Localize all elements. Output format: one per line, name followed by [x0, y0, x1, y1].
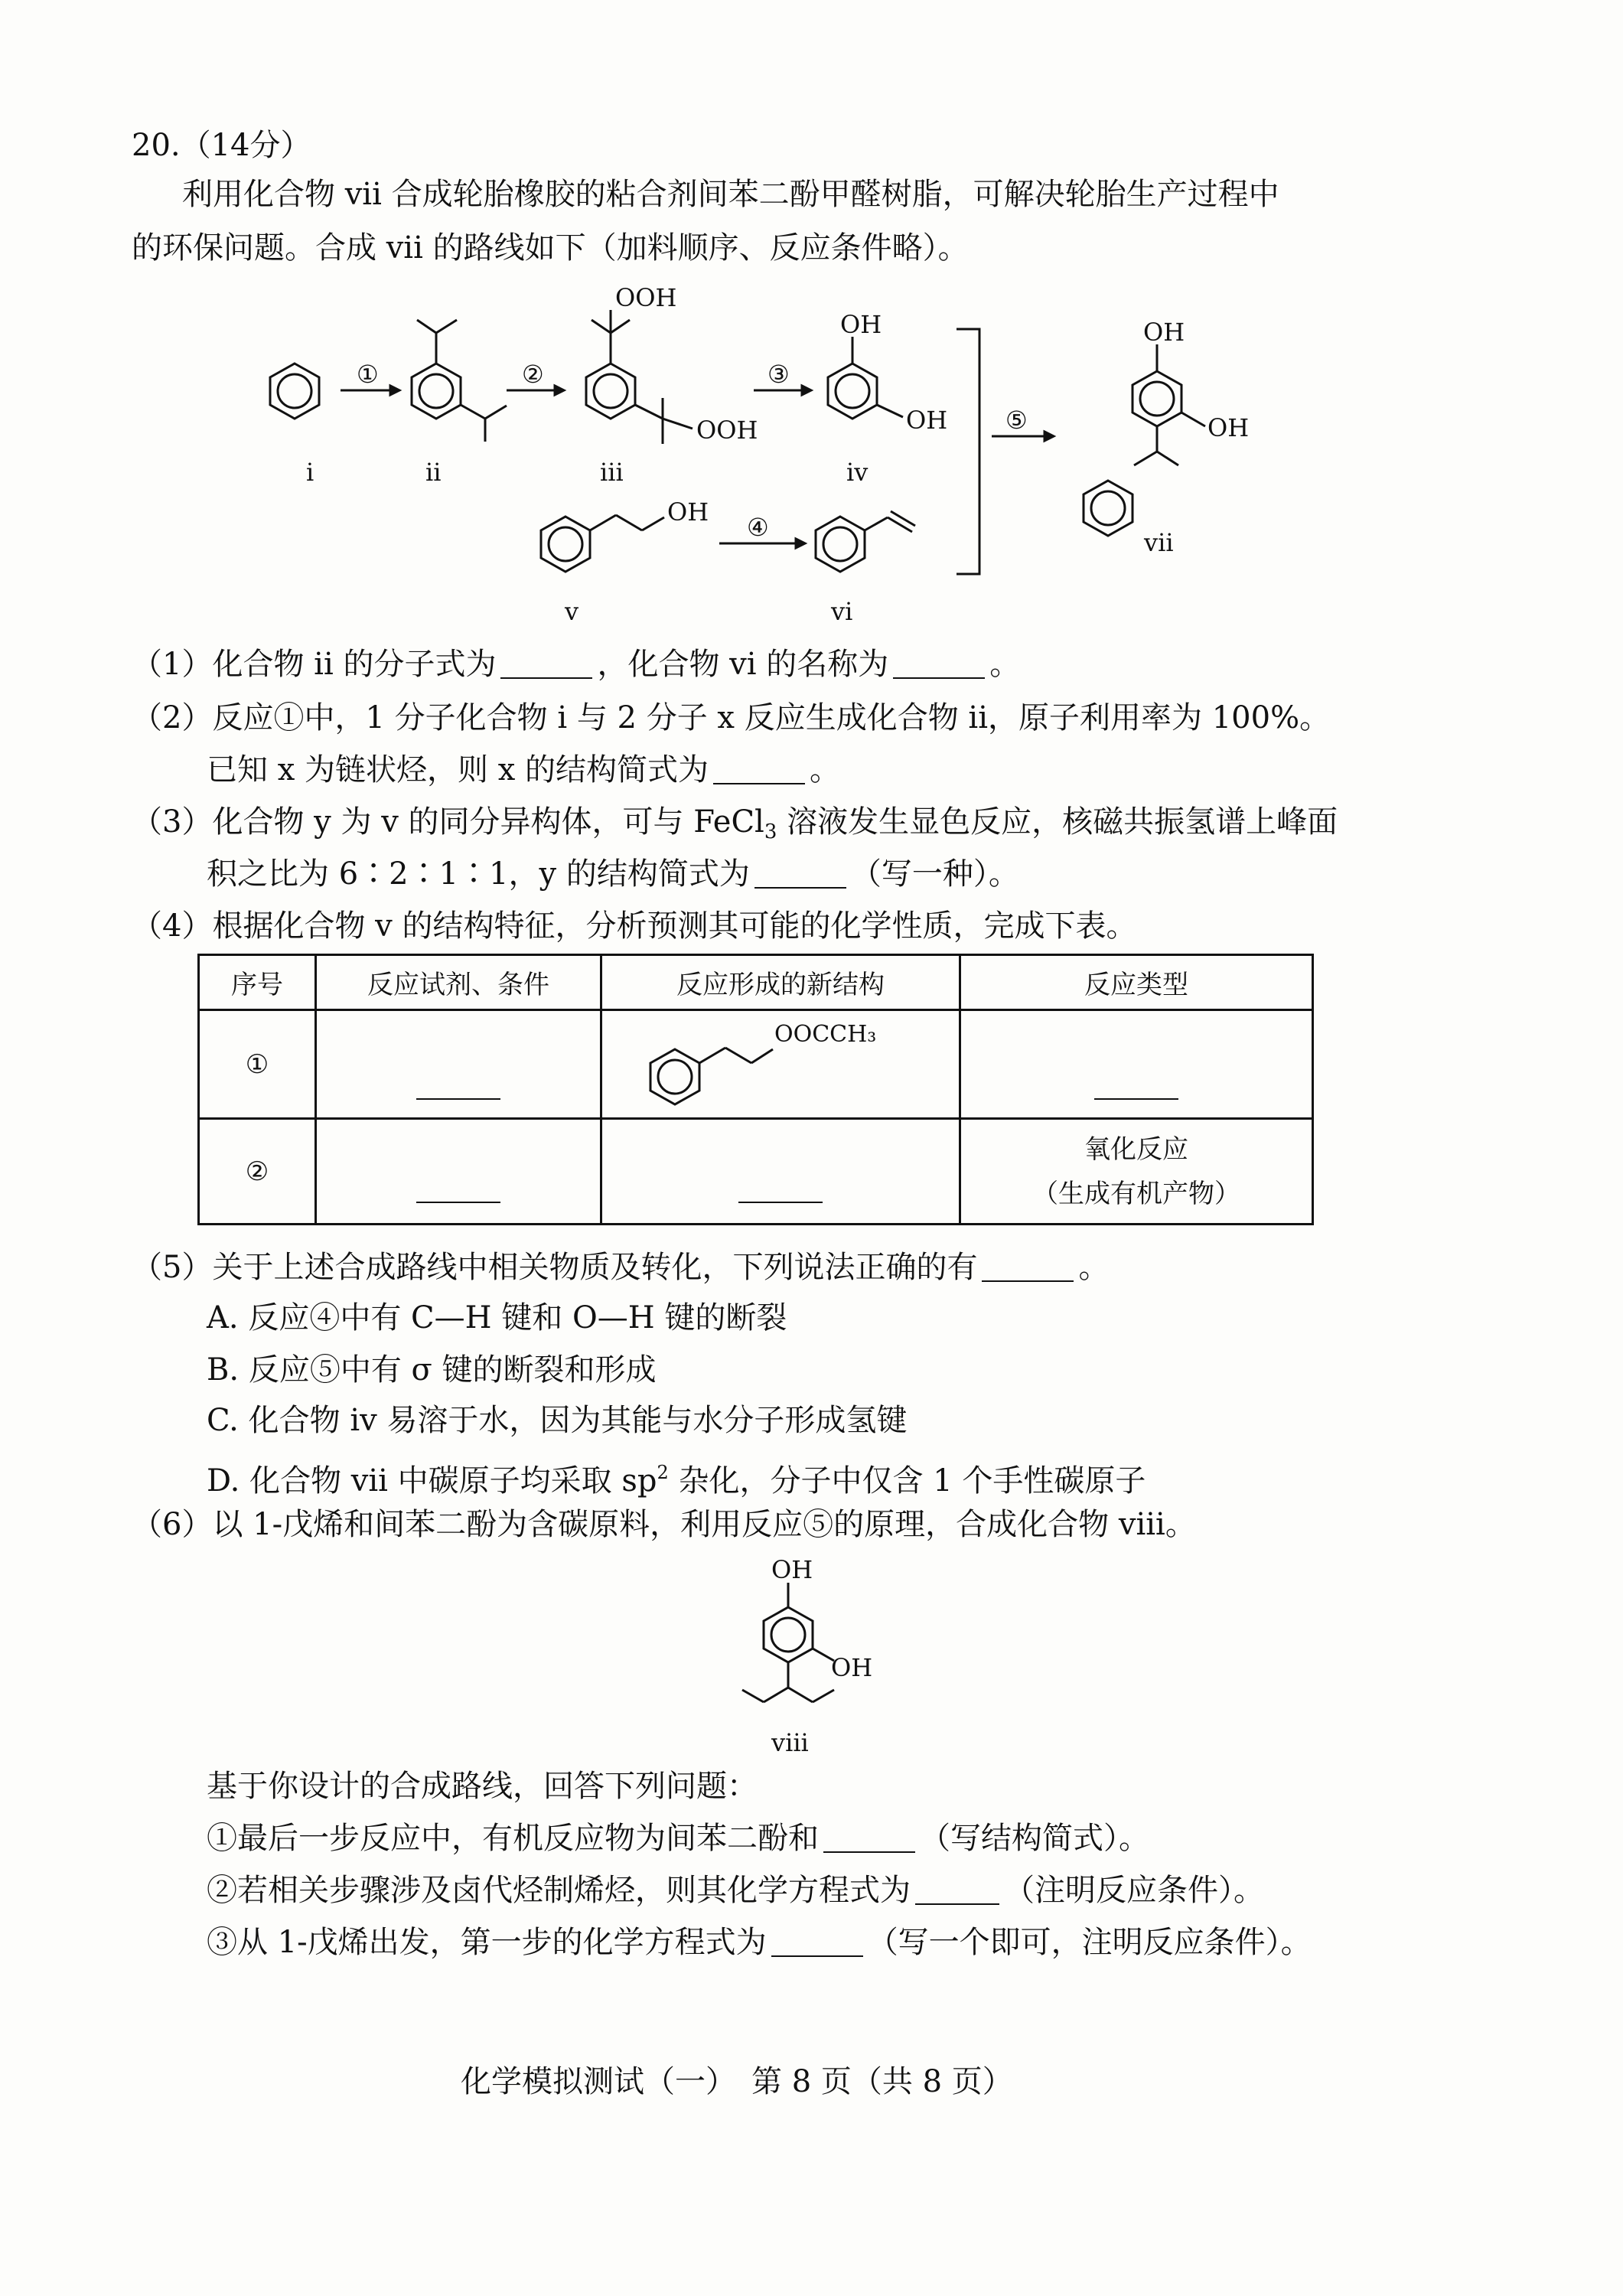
- answer-blank[interactable]: [771, 1925, 863, 1957]
- question-number: 20.（14分）: [132, 128, 311, 163]
- answer-blank[interactable]: [500, 647, 592, 679]
- structure-cell: [601, 1010, 960, 1119]
- step-2: ②: [522, 360, 544, 389]
- answer-blank[interactable]: [915, 1873, 999, 1905]
- part-6-basis: 基于你设计的合成路线，回答下列问题：: [207, 1769, 758, 1804]
- compound-viii: [681, 1554, 957, 1760]
- part-4-line-1: （4）根据化合物 v 的结构特征，分析预测其可能的化学性质，完成下表。: [132, 908, 1137, 944]
- oh-label-iv-right: OH: [906, 406, 948, 435]
- table-header: 反应类型: [960, 955, 1313, 1010]
- label-ii: ii: [425, 458, 442, 487]
- label-vii: vii: [1144, 528, 1174, 557]
- table-header: 反应形成的新结构: [601, 955, 960, 1010]
- oh-label-v: OH: [667, 497, 709, 527]
- answer-blank[interactable]: [823, 1821, 915, 1853]
- reagent-cell[interactable]: [316, 1119, 601, 1225]
- option-c[interactable]: C. 化合物 iv 易溶于水，因为其能与水分子形成氢键: [207, 1403, 908, 1438]
- structure-cell[interactable]: [601, 1119, 960, 1225]
- part-3-line-1: （3）化合物 y 为 v 的同分异构体，可与 FeCl$_3$ 溶液发生显色反应，核磁共振氢谱上峰面: [132, 804, 1338, 843]
- option-a[interactable]: A. 反应④中有 C—H 键和 O—H 键的断裂: [207, 1300, 787, 1336]
- label-vi: vi: [831, 597, 853, 626]
- part-2-line-1: （2）反应①中，1 分子化合物 i 与 2 分子 x 反应生成化合物 ii，原子利用率为 100%。: [132, 700, 1331, 735]
- label-iv: iv: [846, 458, 869, 487]
- oh-label-viii-right: OH: [831, 1653, 873, 1682]
- ooh-label-bottom: OOH: [696, 416, 758, 445]
- reaction-type-label: 氧化反应: [1084, 1133, 1188, 1165]
- table-row: [199, 1010, 1313, 1119]
- part-2-line-2: 已知 x 为链状烃，则 x 的结构简式为 。: [207, 752, 840, 788]
- synthesis-scheme: [0, 283, 1623, 635]
- intro-line-2: 的环保问题。合成 vii 的路线如下（加料顺序、反应条件略）。: [132, 230, 969, 266]
- answer-blank[interactable]: [893, 647, 985, 679]
- answer-blank[interactable]: [754, 856, 846, 889]
- answer-blank[interactable]: [982, 1250, 1074, 1282]
- reagent-cell[interactable]: [316, 1010, 601, 1119]
- part-6-q2: ②若相关步骤涉及卤代烃制烯烃，则其化学方程式为 （注明反应条件）。: [207, 1873, 1264, 1908]
- table-header: 序号: [199, 955, 316, 1010]
- ester-structure: [612, 1011, 949, 1110]
- type-cell[interactable]: [960, 1010, 1313, 1119]
- reaction-type-note: （生成有机产物）: [1032, 1178, 1240, 1209]
- row-number: ①: [199, 1010, 316, 1119]
- answer-blank[interactable]: [416, 1202, 500, 1203]
- label-v: v: [565, 597, 579, 626]
- intro-line-1: 利用化合物 vii 合成轮胎橡胶的粘合剂间苯二酚甲醛树脂，可解决轮胎生产过程中: [182, 177, 1279, 212]
- ester-label: OOCCH₃: [774, 1021, 877, 1048]
- oh-label-vii-top: OH: [1143, 318, 1185, 347]
- ooh-label-top: OOH: [615, 283, 677, 312]
- part-3-line-2: 积之比为 6∶2∶1∶1，y 的结构简式为 （写一种）。: [207, 856, 1019, 892]
- option-d[interactable]: D. 化合物 vii 中碳原子均采取 $sp^2$ 杂化，分子中仅含 1 个手性碳原子: [207, 1462, 1146, 1499]
- table-row: [199, 1119, 1313, 1225]
- step-1: ①: [357, 360, 379, 389]
- oh-label-viii-top: OH: [771, 1555, 813, 1584]
- answer-blank[interactable]: [416, 1098, 500, 1100]
- step-5: ⑤: [1005, 406, 1028, 435]
- row-number: ②: [199, 1119, 316, 1225]
- part-6-q3: ③从 1-戊烯出发，第一步的化学方程式为 （写一个即可，注明反应条件）。: [207, 1925, 1312, 1960]
- label-viii: viii: [771, 1728, 809, 1757]
- answer-blank[interactable]: [1094, 1098, 1178, 1100]
- step-4: ④: [747, 513, 769, 542]
- oh-label-vii-right: OH: [1207, 413, 1250, 442]
- part-5-line-1: （5）关于上述合成路线中相关物质及转化，下列说法正确的有 。: [132, 1250, 1110, 1285]
- step-3: ③: [768, 360, 790, 389]
- part-6-q1: ①最后一步反应中，有机反应物为间苯二酚和 （写结构简式）。: [207, 1821, 1149, 1856]
- properties-table: [197, 954, 1314, 1225]
- label-i: i: [306, 458, 314, 487]
- type-cell: [960, 1119, 1313, 1225]
- label-iii: iii: [600, 458, 624, 487]
- option-b[interactable]: B. 反应⑤中有 σ 键的断裂和形成: [207, 1352, 657, 1388]
- table-header: 反应试剂、条件: [316, 955, 601, 1010]
- part-1: （1）化合物 ii 的分子式为 ，化合物 vi 的名称为 。: [132, 647, 1021, 682]
- part-6-line-1: （6）以 1-戊烯和间苯二酚为含碳原料，利用反应⑤的原理，合成化合物 viii。: [132, 1507, 1196, 1542]
- table-header-row: [199, 955, 1313, 1010]
- page-footer: 化学模拟测试（一） 第 8 页（共 8 页）: [461, 2064, 1013, 2099]
- answer-blank[interactable]: [738, 1202, 823, 1203]
- answer-blank[interactable]: [713, 752, 805, 784]
- oh-label-iv-top: OH: [840, 310, 882, 339]
